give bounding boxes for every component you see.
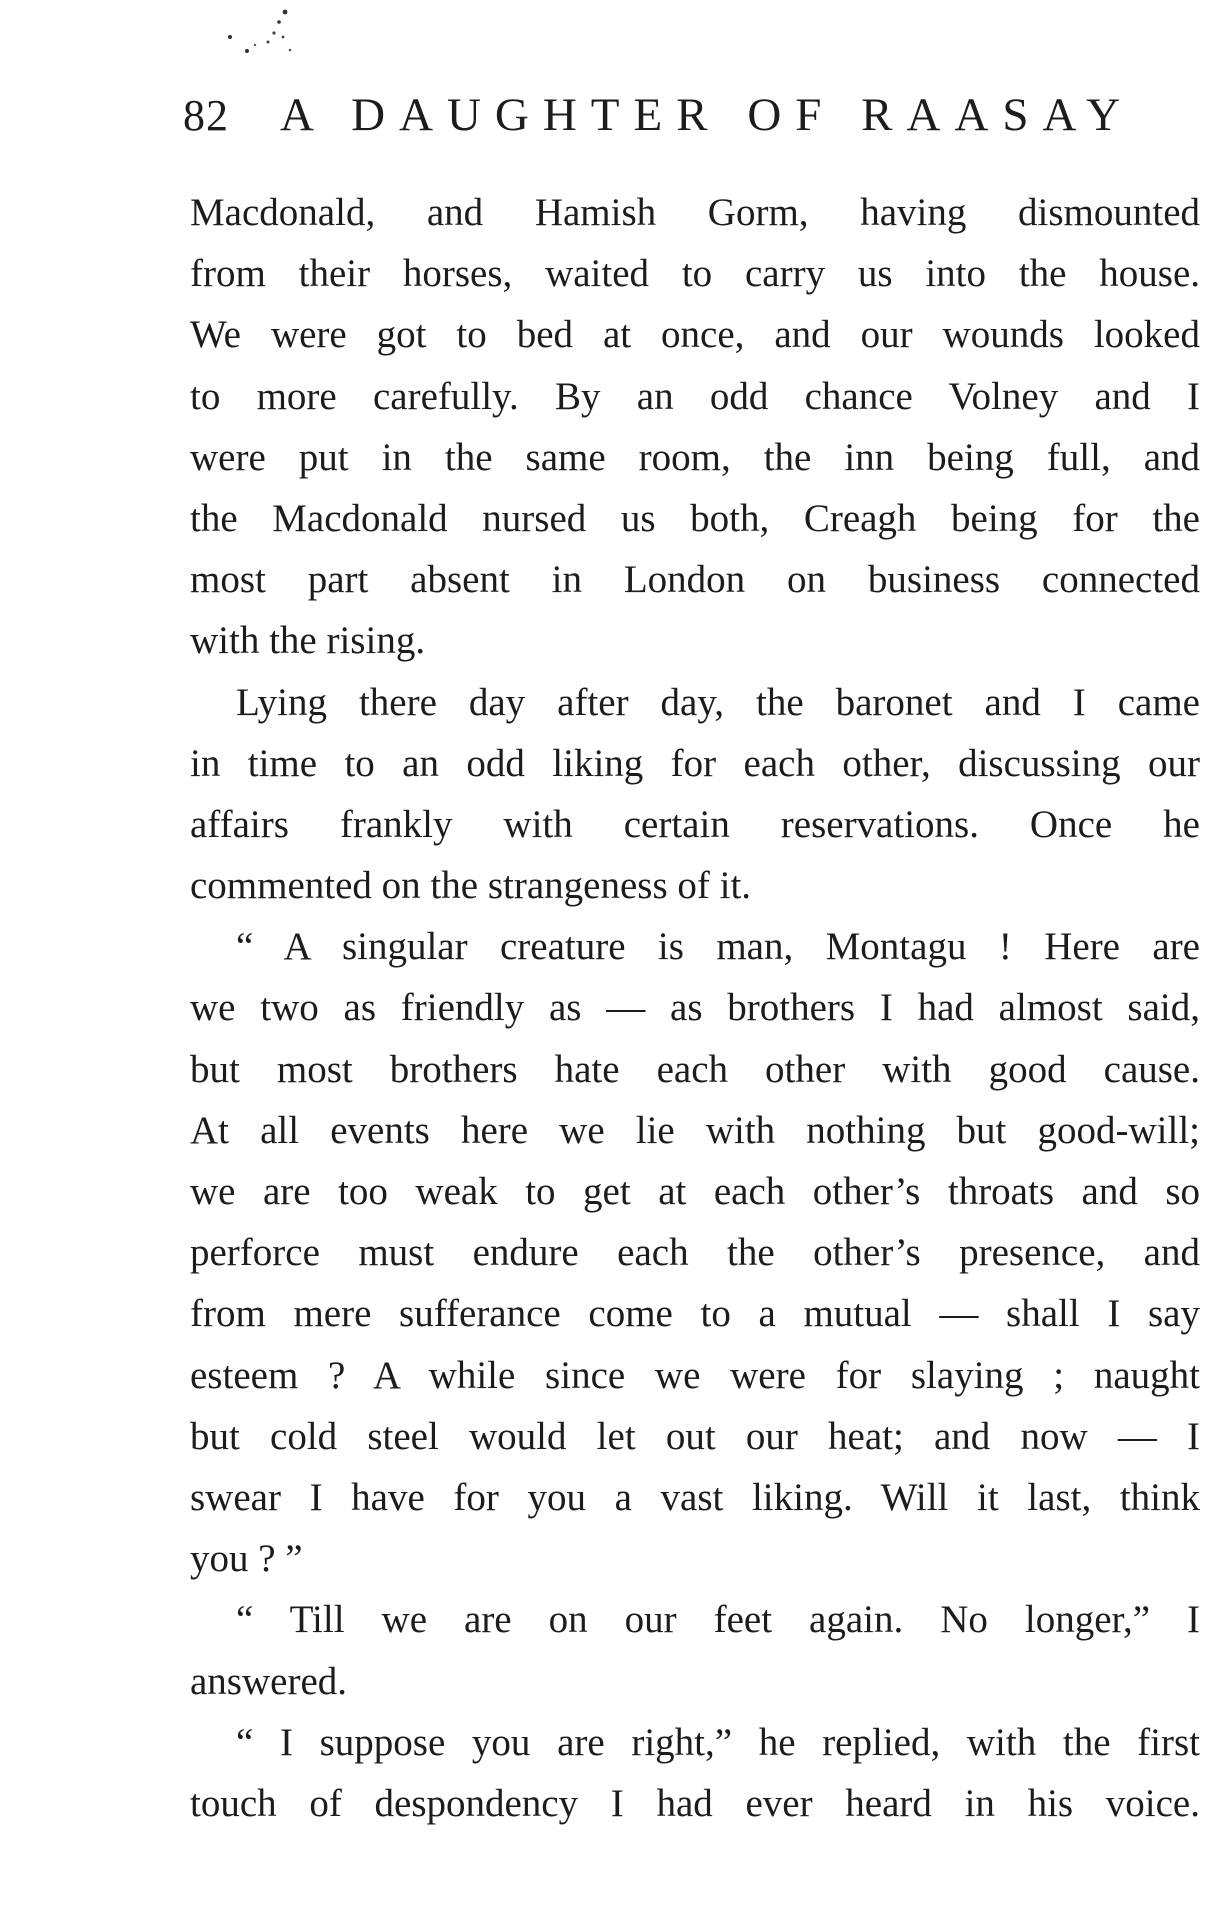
text-line: Lying there day after day, the baronet and I came bbox=[236, 680, 1200, 724]
text-line: from their horses, waited to carry us into the house. bbox=[190, 252, 1200, 296]
page-header bbox=[183, 80, 1173, 160]
text-line: Macdonald, and Hamish Gorm, having dismounted bbox=[190, 191, 1200, 234]
text-line: swear I have for you a vast liking. Will it last, think bbox=[190, 1475, 1200, 1519]
text-line: answered. bbox=[190, 1659, 348, 1703]
text-line: to more carefully. By an odd chance Volney and I bbox=[190, 374, 1200, 418]
text-line: “ Till we are on our feet again. No longer,” I bbox=[236, 1598, 1200, 1642]
text-line: affairs frankly with certain reservations. Once he bbox=[190, 802, 1200, 846]
text-line: in time to an odd liking for each other, discussing our bbox=[190, 741, 1200, 785]
body-text bbox=[190, 182, 1200, 1834]
text-line: but most brothers hate each other with good cause. bbox=[190, 1047, 1200, 1091]
text-line: we two as friendly as — as brothers I had almost said, bbox=[190, 986, 1200, 1030]
text-line: At all events here we lie with nothing but good-will; bbox=[190, 1108, 1200, 1152]
text-line: “ I suppose you are right,” he replied, with the first bbox=[236, 1720, 1200, 1764]
text-line: the Macdonald nursed us both, Creagh being for the bbox=[190, 496, 1200, 540]
text-line: esteem ? A while since we were for slaying ; naught bbox=[190, 1353, 1200, 1397]
running-head: A DAUGHTER OF RAASAY bbox=[280, 89, 1135, 141]
text-line: perforce must endure each the other’s presence, and bbox=[190, 1231, 1200, 1275]
text-line: touch of despondency I had ever heard in his voice. bbox=[190, 1781, 1200, 1825]
page-number: 82 bbox=[183, 91, 229, 140]
text-line: with the rising. bbox=[190, 619, 426, 663]
text-line: from mere sufferance come to a mutual — shall I say bbox=[190, 1292, 1200, 1336]
text-line: were put in the same room, the inn being full, and bbox=[190, 435, 1200, 479]
text-line: you ? ” bbox=[190, 1537, 303, 1581]
page-specks bbox=[195, 4, 305, 64]
text-line: We were got to bed at once, and our wounds looked bbox=[190, 313, 1200, 357]
text-line: but cold steel would let out our heat; and now — I bbox=[190, 1414, 1200, 1458]
text-line: most part absent in London on business connected bbox=[190, 558, 1200, 602]
text-line: commented on the strangeness of it. bbox=[190, 864, 752, 908]
text-line: we are too weak to get at each other’s throats and so bbox=[190, 1170, 1200, 1213]
text-line: “ A singular creature is man, Montagu ! Here are bbox=[236, 925, 1200, 969]
